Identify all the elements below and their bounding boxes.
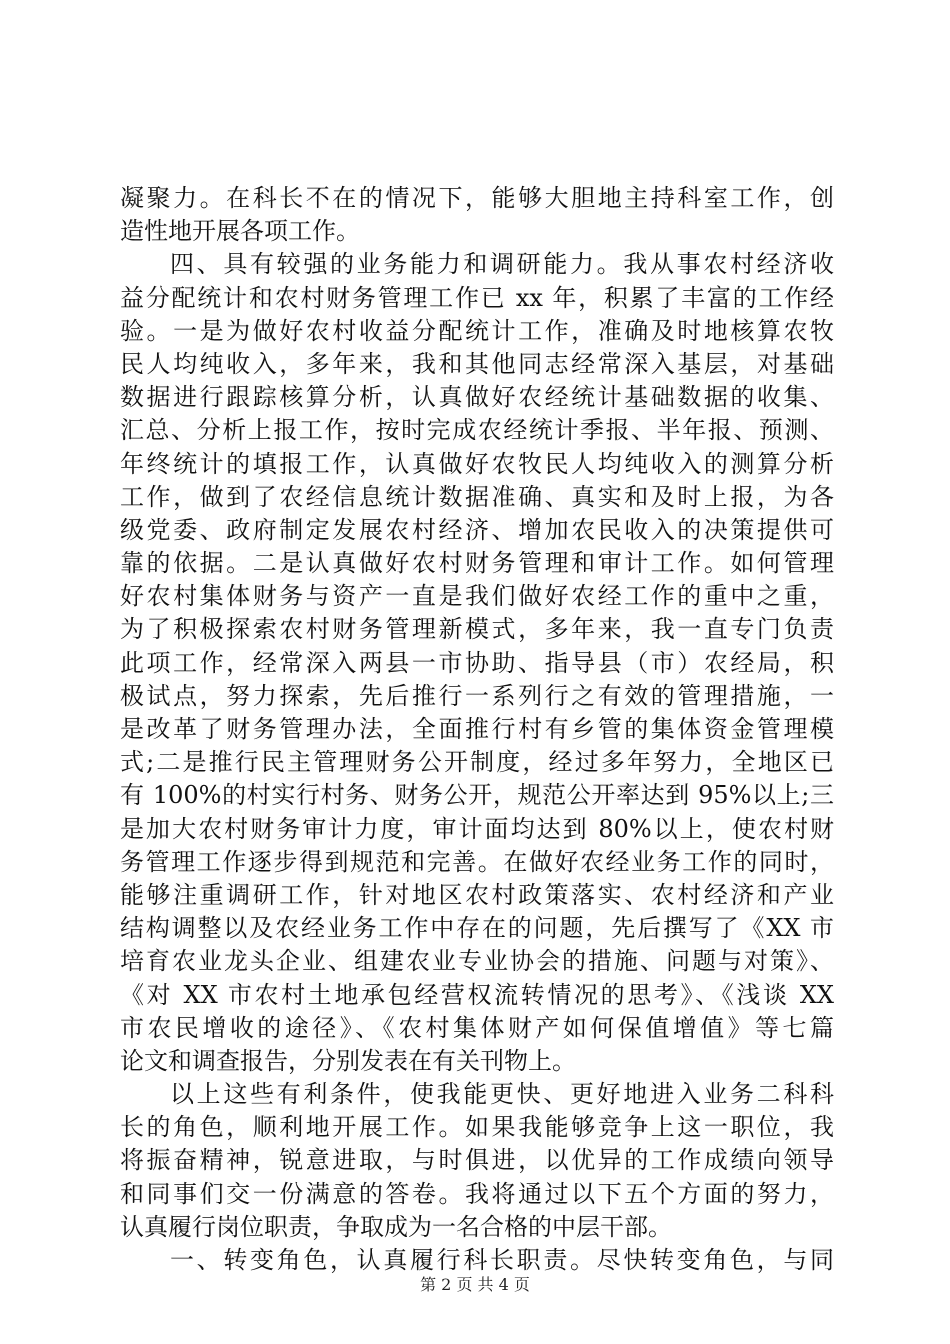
text-line: 年终统计的填报工作，认真做好农牧民人均纯收入的测算分析 [120,449,834,478]
text-line: 市农民增收的途径》、《农村集体财产如何保值增值》等七篇 [120,1013,834,1042]
text-line: 认真履行岗位职责，争取成为一名合格的中层干部。 [120,1212,672,1241]
text-line: 数据进行跟踪核算分析，认真做好农经统计基础数据的收集、 [120,383,834,412]
text-line: 四、具有较强的业务能力和调研能力。我从事农村经济收 [170,250,834,279]
document-body [120,182,834,1277]
text-line: 级党委、政府制定发展农村经济、增加农民收入的决策提供可 [120,515,834,544]
text-line: 结构调整以及农经业务工作中存在的问题，先后撰写了《XX 市 [120,914,834,943]
text-line: 和同事们交一份满意的答卷。我将通过以下五个方面的努力， [120,1179,834,1208]
page-footer: 第 2 页 共 4 页 [420,1275,530,1294]
text-line: 靠的依据。二是认真做好农村财务管理和审计工作。如何管理 [120,549,834,578]
text-line: 造性地开展各项工作。 [120,217,360,246]
text-line: 能够注重调研工作，针对地区农村政策落实、农村经济和产业 [120,880,834,909]
text-line: 《对 XX 市农村土地承包经营权流转情况的思考》、《浅谈 XX [120,980,834,1009]
text-line: 务管理工作逐步得到规范和完善。在做好农经业务工作的同时， [120,847,834,876]
text-line: 极试点，努力探索，先后推行一系列行之有效的管理措施，一 [120,681,834,710]
text-line: 凝聚力。在科长不在的情况下，能够大胆地主持科室工作，创 [120,184,834,212]
text-line: 好农村集体财务与资产一直是我们做好农经工作的重中之重， [120,582,834,611]
text-line: 是加大农村财务审计力度，审计面均达到 80%以上，使农村财 [120,814,834,843]
text-line: 长的角色，顺利地开展工作。如果我能够竞争上这一职位，我 [120,1113,834,1142]
text-line: 汇总、分析上报工作，按时完成农经统计季报、半年报、预测、 [120,416,834,445]
text-line: 以上这些有利条件，使我能更快、更好地进入业务二科科 [170,1080,834,1109]
text-line: 益分配统计和农村财务管理工作已 xx 年，积累了丰富的工作经 [120,283,834,312]
text-line: 一、转变角色，认真履行科长职责。尽快转变角色，与同 [170,1246,834,1274]
text-line: 验。一是为做好农村收益分配统计工作，准确及时地核算农牧 [120,316,834,345]
text-line: 工作，做到了农经信息统计数据准确、真实和及时上报，为各 [120,482,834,511]
text-line: 论文和调查报告，分别发表在有关刊物上。 [120,1046,576,1075]
text-line: 培育农业龙头企业、组建农业专业协会的措施、问题与对策》、 [120,947,834,976]
text-line: 将振奋精神，锐意进取，与时俱进，以优异的工作成绩向领导 [120,1146,834,1175]
text-line: 为了积极探索农村财务管理新模式，多年来，我一直专门负责 [120,615,834,644]
text-line: 式;二是推行民主管理财务公开制度，经过多年努力，全地区已 [120,748,834,777]
text-line: 此项工作，经常深入两县一市协助、指导县（市）农经局，积 [120,648,834,677]
text-line: 是改革了财务管理办法，全面推行村有乡管的集体资金管理模 [120,715,834,743]
text-line: 有 100%的村实行村务、财务公开，规范公开率达到 95%以上;三 [120,781,834,810]
text-line: 民人均纯收入，多年来，我和其他同志经常深入基层，对基础 [120,349,834,378]
